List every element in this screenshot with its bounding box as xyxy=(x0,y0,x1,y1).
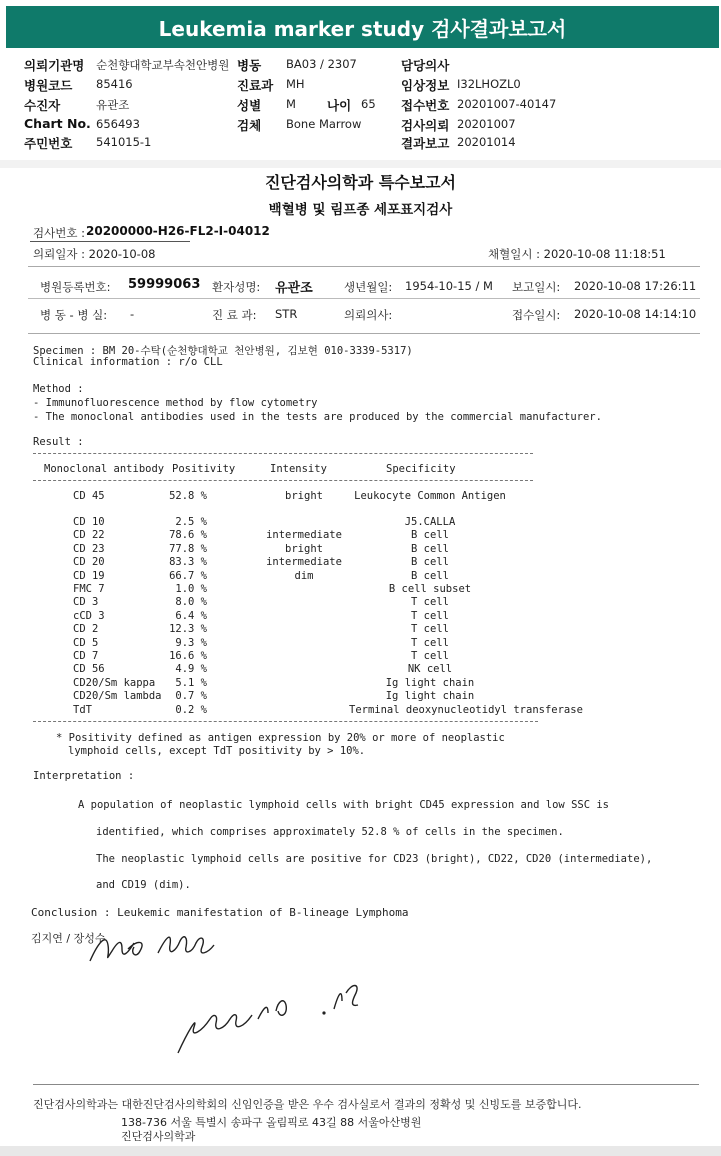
positivity-cell: 16.6 % xyxy=(169,650,207,662)
report-time-label: 보고일시: xyxy=(512,280,561,294)
sex-value: M xyxy=(286,97,296,111)
patient-reg-label: 병원등록번호: xyxy=(40,280,111,294)
age-value: 65 xyxy=(361,97,376,111)
examinee-label: 수진자 xyxy=(24,98,61,113)
col-positivity: Positivity xyxy=(172,463,236,475)
report-title: Leukemia marker study 검사결과보고서 xyxy=(6,6,719,48)
resident-no-label: 주민번호 xyxy=(24,136,73,151)
interpretation-line-1: A population of neoplastic lymphoid cells with bright CD45 expression and low SSC is xyxy=(78,799,610,811)
clinical-info-line: Clinical information : r/o CLL xyxy=(33,356,223,368)
antibody-cell: TdT xyxy=(73,703,92,716)
positivity-cell: 9.3 % xyxy=(175,636,207,649)
sex-label: 성별 xyxy=(237,98,262,113)
positivity-cell: 8.0 % xyxy=(175,596,207,609)
resident-no-value: 541015-1 xyxy=(96,135,152,149)
antibody-cell: CD 2 xyxy=(73,623,99,636)
request-label: 검사의뢰 xyxy=(401,118,450,133)
antibody-cell: FMC 7 xyxy=(73,583,105,595)
clinical-info-value: I32LHOZL0 xyxy=(457,77,521,91)
result-rule-mid xyxy=(33,480,533,481)
dept-value: MH xyxy=(286,77,305,91)
patient-name-value: 유관조 xyxy=(275,281,313,296)
intensity-cell: bright xyxy=(285,542,323,555)
ward-value: BA03 / 2307 xyxy=(286,57,357,71)
intensity-cell: intermediate xyxy=(266,529,342,542)
conclusion: Conclusion : Leukemic manifestation of B-lineage Lymphoma xyxy=(31,906,409,919)
intensity-cell: dim xyxy=(294,569,314,582)
signature-date xyxy=(210,1023,216,1024)
specificity-cell: T cell xyxy=(411,650,449,662)
specificity-cell: B cell xyxy=(411,542,449,555)
chart-no-label: Chart No. xyxy=(24,116,91,131)
positivity-cell: 5.1 % xyxy=(175,676,207,689)
patient-info-divider xyxy=(28,298,700,299)
age-label: 나이 xyxy=(327,98,352,113)
hospital-code-value: 85416 xyxy=(96,77,133,91)
antibody-cell: CD20/Sm lambda xyxy=(73,690,162,703)
specimen-line: Specimen : BM 20-수탁(순천향대학교 천안병원, 김보현 010-3339-5317) xyxy=(33,345,413,357)
antibody-cell: CD 20 xyxy=(73,556,105,569)
report-dept-label: 진 료 과: xyxy=(212,308,257,322)
intensity-cell: bright xyxy=(285,490,323,502)
specificity-cell: Ig light chain xyxy=(385,676,475,689)
receipt-time-value: 2020-10-08 14:14:10 xyxy=(574,307,697,321)
positivity-cell: 4.9 % xyxy=(175,663,207,676)
positivity-cell: 78.6 % xyxy=(169,529,207,542)
report-date-label: 결과보고 xyxy=(401,136,450,151)
receipt-time-label: 접수일시: xyxy=(512,308,561,322)
report-sub-title: 백혈병 및 림프종 세포표지검사 xyxy=(268,202,453,218)
method-line-2: - The monoclonal antibodies used in the tests are produced by the commercial manufacturer. xyxy=(33,411,602,423)
interpretation-line-3: The neoplastic lymphoid cells are positive for CD23 (bright), CD22, CD20 (intermediate), xyxy=(96,853,653,865)
method-title: Method : xyxy=(33,383,84,395)
request-date: 의뢰일자 : 2020-10-08 xyxy=(33,247,156,261)
receipt-no-value: 20201007-40147 xyxy=(457,97,557,111)
positivity-cell: 77.8 % xyxy=(169,542,207,555)
positivity-cell: 52.8 % xyxy=(169,490,207,502)
positivity-cell: 2.5 % xyxy=(175,516,207,528)
footnote-line-1: * Positivity defined as antigen expression by 20% or more of neoplastic xyxy=(56,732,505,744)
certification-line: 진단검사의학과는 대한진단검사의학회의 신임인증을 받은 우수 검사실로서 결과의 정확성 및 신빙도를 보증합니다. xyxy=(33,1098,582,1111)
intensity-cell: intermediate xyxy=(266,556,342,569)
positivity-cell: 0.7 % xyxy=(175,690,207,703)
antibody-cell: CD 23 xyxy=(73,542,105,555)
hospital-code-label: 병원코드 xyxy=(24,78,73,93)
footer-rule xyxy=(33,1084,699,1085)
specificity-cell: T cell xyxy=(411,636,449,649)
scanned-report xyxy=(0,168,721,1148)
positivity-cell: 6.4 % xyxy=(175,609,207,622)
interpretation-line-2: identified, which comprises approximately 52.8 % of cells in the specimen. xyxy=(96,826,564,838)
positivity-cell: 1.0 % xyxy=(175,583,207,595)
positivity-cell: 12.3 % xyxy=(169,623,207,636)
specificity-cell: T cell xyxy=(411,596,449,609)
method-line-1: - Immunofluorescence method by flow cytometry xyxy=(33,397,318,409)
institution-label: 의뢰기관명 xyxy=(24,58,85,73)
specificity-cell: T cell xyxy=(411,609,449,622)
antibody-cell: CD 19 xyxy=(73,569,105,582)
footnote-line-2: lymphoid cells, except TdT positivity by > 10%. xyxy=(68,745,366,757)
specificity-cell: J5.CALLA xyxy=(404,516,456,528)
ward-label: 병동 xyxy=(237,58,262,73)
ward-room-label: 병 동 - 병 실: xyxy=(40,308,108,322)
specificity-cell: B cell xyxy=(411,529,449,542)
antibody-cell: CD 22 xyxy=(73,529,105,542)
positivity-cell: 83.3 % xyxy=(169,556,207,569)
ward-room-value: - xyxy=(130,307,135,321)
receipt-no-label: 접수번호 xyxy=(401,98,450,113)
antibody-cell: CD 3 xyxy=(73,596,99,609)
clinical-info-label: 임상정보 xyxy=(401,78,450,93)
institution-value: 순천향대학교부속천안병원 xyxy=(96,58,230,72)
doctor-label: 담당의사 xyxy=(401,58,450,73)
result-rule-top xyxy=(33,453,533,454)
positivity-cell: 0.2 % xyxy=(175,703,207,716)
specificity-cell: NK cell xyxy=(407,663,453,676)
antibody-cell: CD 5 xyxy=(73,636,99,649)
specimen-value: Bone Marrow xyxy=(286,117,362,131)
dob-value: 1954-10-15 / M xyxy=(405,279,493,293)
positivity-cell: 66.7 % xyxy=(169,569,207,582)
handwritten-signature xyxy=(88,923,388,1063)
report-date-value: 20201014 xyxy=(457,135,516,149)
specimen-label: 검체 xyxy=(237,118,262,133)
specificity-cell: Leukocyte Common Antigen xyxy=(354,490,506,502)
interpretation-title: Interpretation : xyxy=(33,770,135,782)
chart-no-value: 656493 xyxy=(96,117,140,131)
report-dept-value: STR xyxy=(275,307,298,321)
dept-footer: 진단검사의학과 xyxy=(121,1130,196,1143)
specificity-cell: B cell subset xyxy=(388,583,472,595)
col-specificity: Specificity xyxy=(386,463,456,475)
request-value: 20201007 xyxy=(457,117,516,131)
col-antibody: Monoclonal antibody xyxy=(44,463,165,475)
antibody-cell: CD 7 xyxy=(73,650,99,662)
col-intensity: Intensity xyxy=(270,463,327,475)
antibody-cell: CD20/Sm kappa xyxy=(73,676,156,689)
exam-no-label: 검사번호 : xyxy=(33,226,85,240)
dob-label: 생년월일: xyxy=(344,280,393,294)
report-dept-title: 진단검사의학과 특수보고서 xyxy=(264,173,457,192)
antibody-cell: CD 10 xyxy=(73,516,105,528)
collection-date: 채혈일시 : 2020-10-08 11:18:51 xyxy=(488,247,666,261)
specificity-cell: Ig light chain xyxy=(385,690,475,703)
result-rule-bottom xyxy=(33,721,538,722)
dept-label: 진료과 xyxy=(237,78,274,93)
specificity-cell: B cell xyxy=(411,556,449,569)
specificity-cell: Terminal deoxynucleotidyl transferase xyxy=(349,703,583,716)
requesting-doctor-label: 의뢰의사: xyxy=(344,308,393,322)
signers: 김지연 / 장성수 xyxy=(31,932,106,945)
antibody-cell: CD 45 xyxy=(73,490,105,502)
hospital-address: 138-736 서울 특별시 송파구 올림픽로 43길 88 서울아산병원 xyxy=(121,1116,422,1129)
examinee-value: 유관조 xyxy=(96,98,130,112)
bottom-bar xyxy=(0,1146,721,1156)
report-time-value: 2020-10-08 17:26:11 xyxy=(574,279,697,293)
title-bar xyxy=(0,0,721,64)
exam-no-underline xyxy=(30,241,190,242)
antibody-cell: CD 56 xyxy=(73,663,105,676)
result-title: Result : xyxy=(33,436,84,448)
specificity-cell: B cell xyxy=(411,569,449,582)
specificity-cell: T cell xyxy=(411,623,449,636)
patient-reg-value: 59999063 xyxy=(128,277,201,292)
patient-name-label: 환자성명: xyxy=(212,280,261,294)
antibody-cell: cCD 3 xyxy=(73,609,105,622)
exam-no-value: 20200000-H26-FL2-I-04012 xyxy=(86,224,270,238)
interpretation-line-4: and CD19 (dim). xyxy=(96,879,191,891)
